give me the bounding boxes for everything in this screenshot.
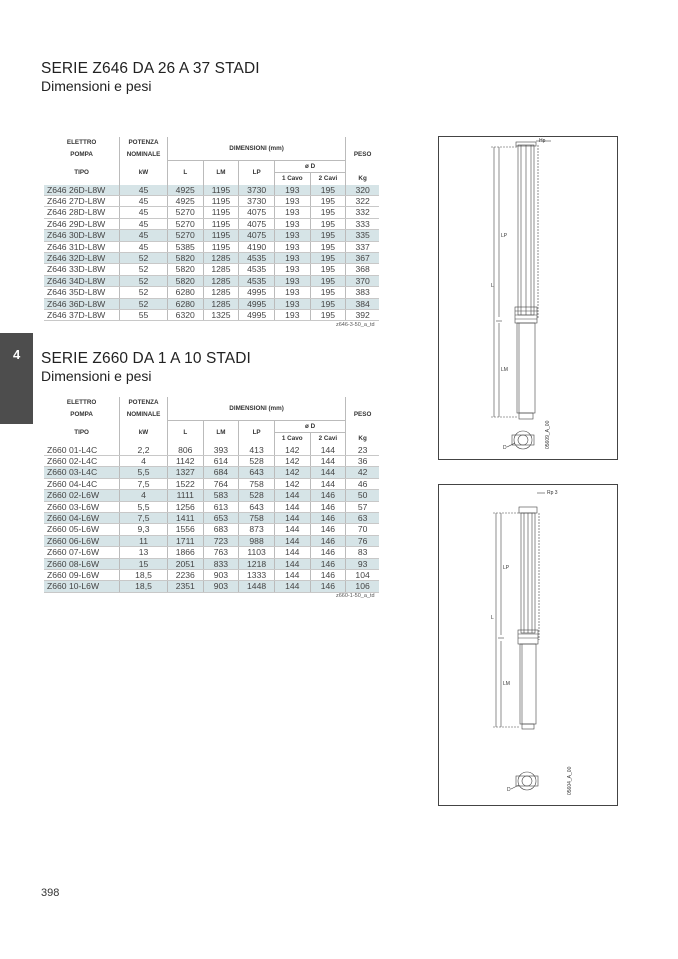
table-cell: 2051 <box>167 558 203 569</box>
table-cell: 36 <box>346 455 379 466</box>
table-cell: 193 <box>275 230 311 241</box>
table-cell: 367 <box>346 252 379 263</box>
table-cell: 195 <box>310 218 346 229</box>
table-cell: 5820 <box>167 252 203 263</box>
table-cell: 195 <box>310 287 346 298</box>
table-cell: 4535 <box>239 252 275 263</box>
hdr-peso: PESO <box>346 397 379 433</box>
table-cell: 195 <box>310 252 346 263</box>
table-cell: 528 <box>239 490 275 501</box>
table-cell: 368 <box>346 264 379 275</box>
table-cell: 4075 <box>239 207 275 218</box>
table-cell: 4925 <box>167 195 203 206</box>
hdr-lp: LP <box>239 160 275 185</box>
table-cell: 76 <box>346 535 379 546</box>
table-cell: 104 <box>346 569 379 580</box>
spec-table-z660 <box>44 397 379 593</box>
table-cell: Z646 28D-L8W <box>44 207 120 218</box>
hdr-1cavo: 1 Cavo <box>275 173 311 185</box>
chapter-number: 4 <box>13 347 21 362</box>
table-cell: 146 <box>310 490 346 501</box>
table-row <box>44 490 379 501</box>
table-cell: 45 <box>120 241 168 252</box>
table-cell: 42 <box>346 467 379 478</box>
table-cell: 146 <box>310 524 346 535</box>
table-cell: 146 <box>310 569 346 580</box>
table-cell: 1556 <box>167 524 203 535</box>
drawing2-code: 05604_A_00 <box>567 766 573 795</box>
hdr-2cavi: 2 Cavi <box>310 433 346 445</box>
table-cell: 1285 <box>203 252 239 263</box>
pump-outline-1 <box>439 137 617 459</box>
table-cell: 195 <box>310 185 346 196</box>
table-cell: 806 <box>167 445 203 456</box>
table-cell: 413 <box>239 445 275 456</box>
table-cell: 45 <box>120 207 168 218</box>
table-cell: 193 <box>275 218 311 229</box>
table-cell: 144 <box>274 535 310 546</box>
table-cell: 1195 <box>203 230 239 241</box>
hdr-dimensioni: DIMENSIONI (mm) <box>167 397 345 420</box>
table-cell: 764 <box>203 478 239 489</box>
table-cell: 146 <box>310 501 346 512</box>
table-cell: 5820 <box>167 275 203 286</box>
drawing1-top-label: Hp <box>539 138 546 144</box>
table-row <box>44 547 379 558</box>
hdr-nominale: NOMINALE <box>120 149 168 161</box>
table-cell: 195 <box>310 230 346 241</box>
table-cell: Z660 10-L6W <box>44 581 120 592</box>
table-cell: 5,5 <box>120 467 168 478</box>
table-cell: 146 <box>310 535 346 546</box>
hdr-tipo: TIPO <box>74 428 89 436</box>
table-cell: Z646 27D-L8W <box>44 195 120 206</box>
hdr-lm: LM <box>203 160 239 185</box>
table-cell: 392 <box>346 309 379 320</box>
hdr-l: L <box>167 160 203 185</box>
table-cell: 50 <box>346 490 379 501</box>
hdr-potenza: POTENZA <box>120 137 168 149</box>
table-cell: 683 <box>203 524 239 535</box>
table-cell: 193 <box>275 309 311 320</box>
drawing2-l-label: L <box>491 615 494 621</box>
hdr-elettro: ELETTRO <box>66 139 97 146</box>
table-cell: Z646 31D-L8W <box>44 241 120 252</box>
table-cell: 333 <box>346 218 379 229</box>
table-cell: 583 <box>203 490 239 501</box>
hdr-kw: kW <box>120 160 168 185</box>
table-cell: 195 <box>310 264 346 275</box>
table-cell: 320 <box>346 185 379 196</box>
hdr-l: L <box>167 420 203 445</box>
table-cell: 142 <box>274 467 310 478</box>
hdr-1cavo: 1 Cavo <box>274 433 310 445</box>
table-cell: 23 <box>346 445 379 456</box>
table-cell: 4 <box>120 490 168 501</box>
table-cell: 1333 <box>239 569 275 580</box>
table-cell: 5270 <box>167 207 203 218</box>
table-cell: 3730 <box>239 185 275 196</box>
table-row <box>44 512 379 523</box>
table-cell: 144 <box>274 569 310 580</box>
table-cell: 370 <box>346 275 379 286</box>
table-cell: 2,2 <box>120 445 168 456</box>
table-cell: 903 <box>203 581 239 592</box>
table-cell: 1285 <box>203 298 239 309</box>
hdr-2cavi: 2 Cavi <box>310 173 346 185</box>
table-cell: 393 <box>203 445 239 456</box>
table-cell: Z660 06-L6W <box>44 535 120 546</box>
table-cell: 195 <box>310 275 346 286</box>
table-cell: 4925 <box>167 185 203 196</box>
table-row <box>44 218 379 229</box>
table-cell: 4535 <box>239 264 275 275</box>
table-cell: 144 <box>274 581 310 592</box>
table-cell: 144 <box>310 478 346 489</box>
hdr-elettro: ELETTRO <box>66 399 97 406</box>
table-cell: 763 <box>203 547 239 558</box>
table-cell: 144 <box>310 467 346 478</box>
table-cell: 6280 <box>167 287 203 298</box>
table-cell: 45 <box>120 195 168 206</box>
table-cell: 5,5 <box>120 501 168 512</box>
spec-table-z646 <box>44 137 379 321</box>
table-row <box>44 569 379 580</box>
table-cell: 144 <box>274 490 310 501</box>
table-cell: Z646 37D-L8W <box>44 309 120 320</box>
table-cell: 2236 <box>167 569 203 580</box>
table-cell: 52 <box>120 275 168 286</box>
hdr-od: ø D <box>274 420 345 433</box>
table-cell: 4995 <box>239 309 275 320</box>
table-cell: Z646 36D-L8W <box>44 298 120 309</box>
table-cell: 3730 <box>239 195 275 206</box>
table-cell: 146 <box>310 558 346 569</box>
table-cell: 5820 <box>167 264 203 275</box>
table-cell: 193 <box>275 207 311 218</box>
table-cell: 106 <box>346 581 379 592</box>
table-row <box>44 195 379 206</box>
table-cell: Z660 02-L4C <box>44 455 120 466</box>
table-cell: 383 <box>346 287 379 298</box>
table-row <box>44 287 379 298</box>
page-number: 398 <box>41 887 60 899</box>
table-cell: 1448 <box>239 581 275 592</box>
table-row <box>44 264 379 275</box>
table-cell: Z660 04-L6W <box>44 512 120 523</box>
section1-subtitle: Dimensioni e pesi <box>41 78 152 94</box>
table-cell: 7,5 <box>120 478 168 489</box>
drawing2-lp-label: LP <box>503 565 510 571</box>
table-cell: 45 <box>120 230 168 241</box>
table-cell: 1285 <box>203 287 239 298</box>
table-cell: Z660 03-L6W <box>44 501 120 512</box>
table-cell: 193 <box>275 298 311 309</box>
drawing1-code: 05609_A_00 <box>545 420 551 449</box>
table-cell: 2351 <box>167 581 203 592</box>
table-row <box>44 207 379 218</box>
table-cell: 337 <box>346 241 379 252</box>
pump-outline-2 <box>439 485 617 805</box>
table-cell: 18,5 <box>120 569 168 580</box>
table-cell: 63 <box>346 512 379 523</box>
table-cell: 144 <box>274 512 310 523</box>
table-row <box>44 185 379 196</box>
table-cell: 46 <box>346 478 379 489</box>
table-row <box>44 252 379 263</box>
table-cell: 643 <box>239 467 275 478</box>
table-cell: 57 <box>346 501 379 512</box>
table-cell: 332 <box>346 207 379 218</box>
table-cell: 1111 <box>167 490 203 501</box>
hdr-peso: PESO <box>346 137 379 173</box>
table-cell: 4995 <box>239 298 275 309</box>
table-cell: Z660 05-L6W <box>44 524 120 535</box>
table-cell: 1327 <box>167 467 203 478</box>
table-cell: 1711 <box>167 535 203 546</box>
table-cell: 52 <box>120 298 168 309</box>
table-cell: 45 <box>120 218 168 229</box>
hdr-nominale: NOMINALE <box>120 409 168 421</box>
chapter-tab <box>0 333 33 424</box>
table-cell: 1103 <box>239 547 275 558</box>
table-cell: 1195 <box>203 185 239 196</box>
table-cell: 193 <box>275 275 311 286</box>
table-cell: 45 <box>120 185 168 196</box>
table-cell: 5270 <box>167 230 203 241</box>
table-cell: Z660 03-L4C <box>44 467 120 478</box>
table-cell: 684 <box>203 467 239 478</box>
table-cell: 614 <box>203 455 239 466</box>
table-cell: 643 <box>239 501 275 512</box>
table1-code: z646-3-50_a_td <box>336 322 375 328</box>
table-cell: Z660 08-L6W <box>44 558 120 569</box>
section2-subtitle: Dimensioni e pesi <box>41 368 152 384</box>
table-cell: 195 <box>310 298 346 309</box>
table-row <box>44 581 379 592</box>
table-row <box>44 558 379 569</box>
table-cell: 1195 <box>203 218 239 229</box>
table-cell: 1195 <box>203 207 239 218</box>
table-cell: 193 <box>275 287 311 298</box>
table-cell: Z646 26D-L8W <box>44 185 120 196</box>
table-cell: 1325 <box>203 309 239 320</box>
table-row <box>44 241 379 252</box>
table-cell: 70 <box>346 524 379 535</box>
table-cell: 144 <box>274 524 310 535</box>
table-cell: 144 <box>274 558 310 569</box>
table-cell: 52 <box>120 264 168 275</box>
table-cell: Z660 07-L6W <box>44 547 120 558</box>
table-cell: 1142 <box>167 455 203 466</box>
table-cell: 9,3 <box>120 524 168 535</box>
table-cell: 653 <box>203 512 239 523</box>
table-cell: 873 <box>239 524 275 535</box>
table-cell: 1195 <box>203 241 239 252</box>
table-cell: 7,5 <box>120 512 168 523</box>
table-cell: 144 <box>310 445 346 456</box>
table-cell: 1256 <box>167 501 203 512</box>
table-cell: Z646 30D-L8W <box>44 230 120 241</box>
table-cell: 146 <box>310 581 346 592</box>
table-cell: 335 <box>346 230 379 241</box>
table-cell: 146 <box>310 512 346 523</box>
table-cell: Z660 09-L6W <box>44 569 120 580</box>
hdr-kg: Kg <box>346 433 379 445</box>
table-cell: 322 <box>346 195 379 206</box>
table-cell: 55 <box>120 309 168 320</box>
table-cell: 4075 <box>239 230 275 241</box>
hdr-pompa: POMPA <box>70 150 93 158</box>
section2-title: SERIE Z660 DA 1 A 10 STADI <box>41 350 251 367</box>
table-cell: 5270 <box>167 218 203 229</box>
table-cell: 195 <box>310 241 346 252</box>
drawing2-lm-label: LM <box>503 681 510 687</box>
table-cell: 52 <box>120 252 168 263</box>
table-cell: 15 <box>120 558 168 569</box>
drawing1-lp-label: LP <box>501 233 508 239</box>
table-cell: 528 <box>239 455 275 466</box>
hdr-kg: Kg <box>346 173 379 185</box>
table-row <box>44 309 379 320</box>
table-row <box>44 535 379 546</box>
table-row <box>44 455 379 466</box>
table-cell: 613 <box>203 501 239 512</box>
table-cell: 195 <box>310 195 346 206</box>
table-row <box>44 478 379 489</box>
table-cell: 1866 <box>167 547 203 558</box>
table-cell: 4 <box>120 455 168 466</box>
table-cell: Z646 33D-L8W <box>44 264 120 275</box>
table-cell: 52 <box>120 287 168 298</box>
table-cell: 11 <box>120 535 168 546</box>
hdr-lp: LP <box>239 420 275 445</box>
drawing1-d-label: D <box>503 445 507 451</box>
table-row <box>44 275 379 286</box>
table-row <box>44 445 379 456</box>
table-cell: 4075 <box>239 218 275 229</box>
table-cell: 193 <box>275 252 311 263</box>
table-row <box>44 298 379 309</box>
table-cell: 5385 <box>167 241 203 252</box>
table-cell: 193 <box>275 185 311 196</box>
table2-code: z660-1-50_a_td <box>336 593 375 599</box>
table-cell: 384 <box>346 298 379 309</box>
table-cell: 193 <box>275 264 311 275</box>
table-cell: 1411 <box>167 512 203 523</box>
table-row <box>44 524 379 535</box>
table-cell: 142 <box>274 455 310 466</box>
table-cell: 193 <box>275 195 311 206</box>
table-cell: 1218 <box>239 558 275 569</box>
section1-title: SERIE Z646 DA 26 A 37 STADI <box>41 60 260 77</box>
table-cell: Z660 04-L4C <box>44 478 120 489</box>
table-cell: Z646 32D-L8W <box>44 252 120 263</box>
table-cell: 195 <box>310 207 346 218</box>
table-cell: 4535 <box>239 275 275 286</box>
table-cell: 13 <box>120 547 168 558</box>
table-cell: 142 <box>274 445 310 456</box>
table-cell: Z646 34D-L8W <box>44 275 120 286</box>
table-cell: 195 <box>310 309 346 320</box>
hdr-kw: kW <box>120 420 168 445</box>
table-cell: 18,5 <box>120 581 168 592</box>
table-cell: 4995 <box>239 287 275 298</box>
pump-drawing-z646 <box>438 136 618 460</box>
drawing1-lm-label: LM <box>501 367 508 373</box>
hdr-pompa: POMPA <box>70 410 93 418</box>
table-cell: Z660 02-L6W <box>44 490 120 501</box>
table-cell: 144 <box>310 455 346 466</box>
table-row <box>44 501 379 512</box>
table-cell: 6320 <box>167 309 203 320</box>
table-cell: 4190 <box>239 241 275 252</box>
table-cell: 83 <box>346 547 379 558</box>
table-cell: 723 <box>203 535 239 546</box>
table-cell: 193 <box>275 241 311 252</box>
table-cell: 758 <box>239 512 275 523</box>
hdr-dimensioni: DIMENSIONI (mm) <box>167 137 345 160</box>
table-cell: 833 <box>203 558 239 569</box>
table-cell: 6280 <box>167 298 203 309</box>
table-cell: 93 <box>346 558 379 569</box>
table-cell: 1195 <box>203 195 239 206</box>
drawing1-l-label: L <box>491 283 494 289</box>
drawing2-d-label: D <box>507 787 511 793</box>
table-cell: 144 <box>274 501 310 512</box>
hdr-lm: LM <box>203 420 239 445</box>
hdr-potenza: POTENZA <box>120 397 168 409</box>
hdr-tipo: TIPO <box>74 168 89 176</box>
hdr-od: ø D <box>275 160 346 173</box>
table-cell: 988 <box>239 535 275 546</box>
pump-drawing-z660 <box>438 484 618 806</box>
table-row <box>44 230 379 241</box>
table-row <box>44 467 379 478</box>
table-cell: 903 <box>203 569 239 580</box>
table-cell: Z660 01-L4C <box>44 445 120 456</box>
table-cell: 142 <box>274 478 310 489</box>
table-cell: 1285 <box>203 275 239 286</box>
table-cell: 758 <box>239 478 275 489</box>
table-cell: Z646 29D-L8W <box>44 218 120 229</box>
table-cell: 1522 <box>167 478 203 489</box>
table-cell: 144 <box>274 547 310 558</box>
table-cell: Z646 35D-L8W <box>44 287 120 298</box>
table-cell: 146 <box>310 547 346 558</box>
table-cell: 1285 <box>203 264 239 275</box>
drawing2-top-label: Rp 3 <box>547 490 558 496</box>
